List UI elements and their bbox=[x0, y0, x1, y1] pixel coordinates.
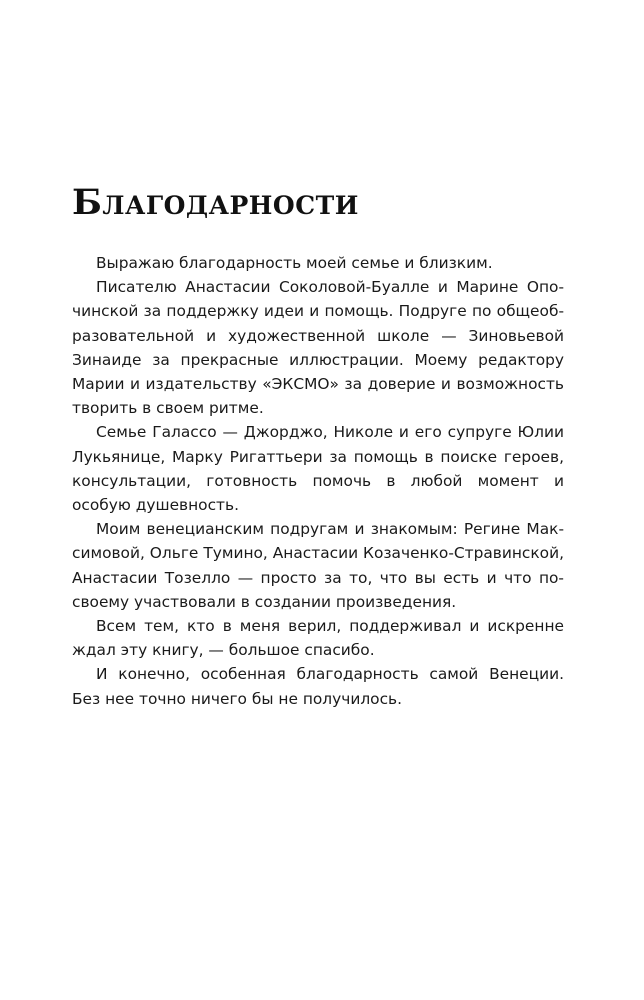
paragraph-supporters: Всем тем, кто в меня верил, поддерживал и искренне ждал эту книгу, — большое спасибо. bbox=[72, 617, 564, 660]
page-title: Благодарности bbox=[72, 182, 359, 223]
paragraph-writers: Писателю Анастасии Соколовой-Буалле и Марине Опочинской за поддержку идеи и помощь. Подруге по общеобразовательной и художественной школе — Зиновьевой Зинаиде за прекрасные иллюстрации. Моему редактору Марии и издательству «ЭКСМО» за доверие и возможность творить в своем ритме. bbox=[72, 278, 564, 418]
paragraph-venetian-friends: Моим венецианским подругам и знакомым: Регине Максимовой, Ольге Тумино, Анастасии Козаченко-Стравинской, Анастасии Тозелло — просто за то, что вы есть и что по-своему участвовали в создании произведения. bbox=[72, 520, 564, 611]
paragraph-family: Выражаю благодарность моей семье и близким. bbox=[96, 254, 493, 272]
paragraph-galasso-family: Семье Галассо — Джорджо, Николе и его супруге Юлии Лукьянице, Марку Ригаттьери за помощь в поиске героев, консультации, готовность помочь в любой момент и особую душевность. bbox=[72, 423, 564, 515]
acknowledgements-text bbox=[72, 251, 564, 711]
paragraph-venice: И конечно, особенная благодарность самой Венеции. Без нее точно ничего бы не получилось. bbox=[72, 665, 564, 708]
